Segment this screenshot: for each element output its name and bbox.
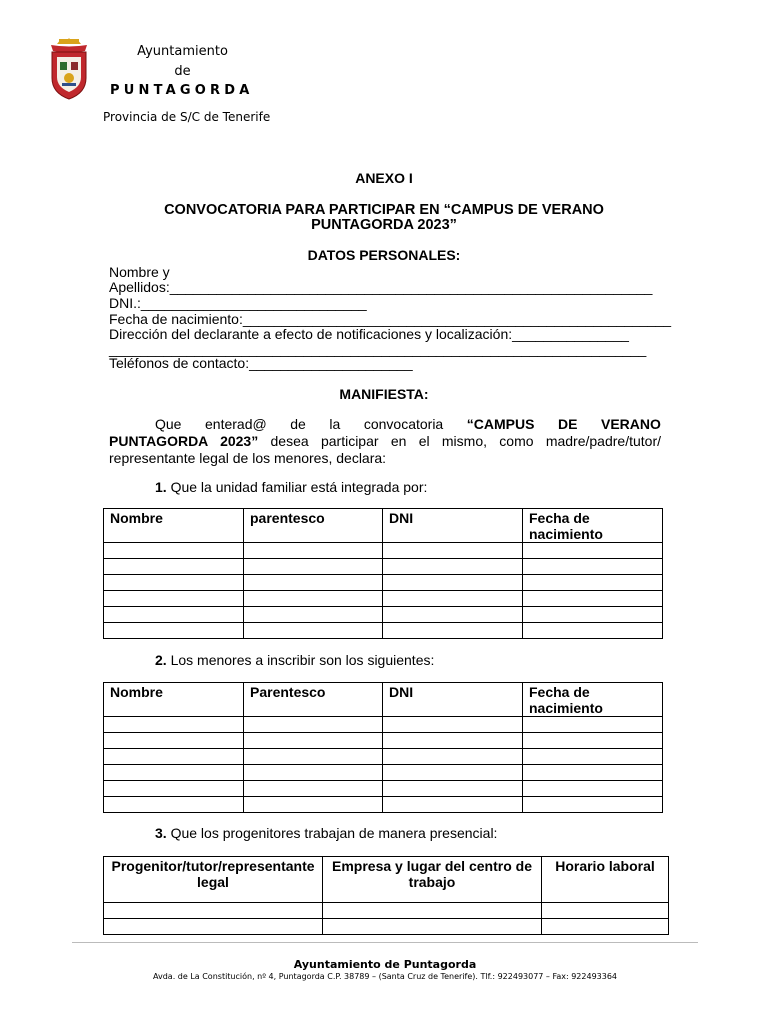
footer-divider: [72, 942, 698, 943]
field-direccion[interactable]: Dirección del declarante a efecto de notificaciones y localización:_______________: [109, 326, 629, 342]
table-cell[interactable]: [383, 781, 523, 797]
table-cell[interactable]: [542, 919, 669, 935]
table-cell[interactable]: [244, 765, 383, 781]
table-cell[interactable]: [244, 797, 383, 813]
table-cell[interactable]: [383, 749, 523, 765]
table-cell[interactable]: [244, 623, 383, 639]
field-direccion-cont[interactable]: _____________________________________________________________________: [109, 341, 647, 357]
table-row: [104, 717, 663, 733]
table-row: [104, 781, 663, 797]
table-row: [104, 765, 663, 781]
manifest-line3: representante legal de los menores, declara:: [109, 450, 387, 466]
manifest-campus-word: “CAMPUS: [466, 416, 535, 432]
table-cell[interactable]: [383, 543, 523, 559]
col-header-progenitor: Progenitor/tutor/representante legal: [104, 857, 323, 903]
item-2: [155, 652, 434, 668]
col-header-nombre: Nombre: [104, 683, 244, 717]
col-header-dni: DNI: [383, 509, 523, 543]
table-cell[interactable]: [104, 797, 244, 813]
item-number: 2.: [155, 652, 167, 668]
table-header-row: [104, 683, 663, 717]
item-3: [155, 825, 497, 841]
manifest-line2: [109, 433, 661, 450]
table-cell[interactable]: [104, 749, 244, 765]
field-fecha-nacimiento[interactable]: Fecha de nacimiento:_______________________________________________________: [109, 311, 672, 327]
table-cell[interactable]: [244, 591, 383, 607]
table-cell[interactable]: [104, 607, 244, 623]
col-header-dni: DNI: [383, 683, 523, 717]
item-1: [155, 479, 427, 495]
manifest-word: la: [329, 416, 341, 432]
manifest-line1: [109, 416, 661, 433]
table-cell[interactable]: [383, 623, 523, 639]
table-row: [104, 919, 669, 935]
section-personal-data: DATOS PERSONALES:: [307, 247, 461, 263]
annex-title: ANEXO I: [355, 170, 413, 186]
table-cell[interactable]: [244, 781, 383, 797]
table-cell[interactable]: [523, 623, 663, 639]
table-cell[interactable]: [104, 717, 244, 733]
table-cell[interactable]: [104, 903, 323, 919]
table-cell[interactable]: [383, 733, 523, 749]
table-cell[interactable]: [383, 591, 523, 607]
table-cell[interactable]: [523, 749, 663, 765]
col-header-nombre: Nombre: [104, 509, 244, 543]
table-row: [104, 607, 663, 623]
table-cell[interactable]: [104, 543, 244, 559]
table-cell[interactable]: [383, 765, 523, 781]
manifest-line2-text: desea participar en el mismo, como madre/padre/tutor/: [258, 433, 661, 449]
table-row: [104, 749, 663, 765]
table-row: [104, 591, 663, 607]
header-de: de: [174, 64, 191, 79]
table-cell[interactable]: [104, 623, 244, 639]
header-ayuntamiento: Ayuntamiento: [137, 44, 228, 59]
table-cell[interactable]: [104, 781, 244, 797]
table-cell[interactable]: [104, 919, 323, 935]
parents-work-table: [103, 856, 669, 935]
field-nombre-label: Nombre y: [109, 264, 170, 280]
table-cell[interactable]: [104, 575, 244, 591]
item-text: Los menores a inscribir son los siguientes:: [166, 652, 435, 668]
doc-title-line1: CONVOCATORIA PARA PARTICIPAR EN “CAMPUS DE VERANO: [164, 202, 604, 218]
table-cell[interactable]: [104, 559, 244, 575]
table-cell[interactable]: [523, 591, 663, 607]
family-unit-table: [103, 508, 663, 639]
item-text: Que los progenitores trabajan de manera presencial:: [166, 825, 498, 841]
table-cell[interactable]: [244, 607, 383, 623]
manifest-word: Que: [155, 416, 182, 432]
table-cell[interactable]: [523, 559, 663, 575]
table-row: [104, 543, 663, 559]
table-cell[interactable]: [523, 607, 663, 623]
table-cell[interactable]: [523, 781, 663, 797]
table-row: [104, 797, 663, 813]
doc-title-line2: PUNTAGORDA 2023”: [311, 217, 457, 233]
col-header-parentesco: Parentesco: [244, 683, 383, 717]
table-cell[interactable]: [244, 733, 383, 749]
item-number: 1.: [155, 479, 167, 495]
manifest-campus-word: DE: [558, 416, 578, 432]
item-text: Que la unidad familiar está integrada por:: [166, 479, 428, 495]
table-cell[interactable]: [383, 607, 523, 623]
table-cell[interactable]: [244, 749, 383, 765]
footer-address: Avda. de La Constitución, nº 4, Puntagorda C.P. 38789 – (Santa Cruz de Tenerife). Tlf.: 922493077 – Fax: 922493364: [152, 972, 618, 981]
manifest-campus-word: VERANO: [601, 416, 661, 432]
manifest-campus-name: PUNTAGORDA 2023”: [109, 433, 259, 449]
table-cell[interactable]: [104, 765, 244, 781]
table-cell[interactable]: [383, 575, 523, 591]
manifest-word: convocatoria: [363, 416, 444, 432]
table-row: [104, 559, 663, 575]
col-header-parentesco: parentesco: [244, 509, 383, 543]
field-nombre-line[interactable]: Apellidos:______________________________________________________________: [109, 279, 653, 295]
minors-table: [103, 682, 663, 813]
col-header-empresa: Empresa y lugar del centro de trabajo: [323, 857, 542, 903]
table-cell[interactable]: [542, 903, 669, 919]
table-cell[interactable]: [523, 717, 663, 733]
manifest-paragraph: [109, 416, 661, 467]
table-cell[interactable]: [244, 543, 383, 559]
table-cell[interactable]: [383, 559, 523, 575]
table-row: [104, 903, 669, 919]
table-cell[interactable]: [383, 717, 523, 733]
table-cell[interactable]: [523, 733, 663, 749]
field-dni[interactable]: DNI.:_____________________________: [109, 295, 367, 311]
footer-title: Ayuntamiento de Puntagorda: [293, 958, 477, 971]
table-cell[interactable]: [523, 797, 663, 813]
manifest-word: de: [290, 416, 306, 432]
field-telefonos[interactable]: Teléfonos de contacto:_____________________: [109, 355, 413, 371]
table-header-row: [104, 509, 663, 543]
table-row: [104, 733, 663, 749]
table-row: [104, 623, 663, 639]
header-province: Provincia de S/C de Tenerife: [103, 110, 271, 124]
table-cell[interactable]: [244, 575, 383, 591]
col-header-fecha: Fecha de nacimiento: [523, 509, 663, 543]
table-cell[interactable]: [383, 797, 523, 813]
table-cell[interactable]: [523, 575, 663, 591]
table-cell[interactable]: [523, 765, 663, 781]
table-cell[interactable]: [104, 733, 244, 749]
table-cell[interactable]: [323, 903, 542, 919]
table-cell[interactable]: [104, 591, 244, 607]
col-header-horario: Horario laboral: [542, 857, 669, 903]
manifest-word: enterad@: [205, 416, 267, 432]
table-cell[interactable]: [244, 559, 383, 575]
table-cell[interactable]: [244, 717, 383, 733]
table-row: [104, 575, 663, 591]
header-town-name: PUNTAGORDA: [110, 83, 254, 98]
section-manifiesta: MANIFIESTA:: [339, 386, 429, 402]
municipal-crest-icon: [48, 38, 90, 100]
table-cell[interactable]: [523, 543, 663, 559]
table-cell[interactable]: [323, 919, 542, 935]
table-header-row: [104, 857, 669, 903]
item-number: 3.: [155, 825, 167, 841]
col-header-fecha: Fecha de nacimiento: [523, 683, 663, 717]
